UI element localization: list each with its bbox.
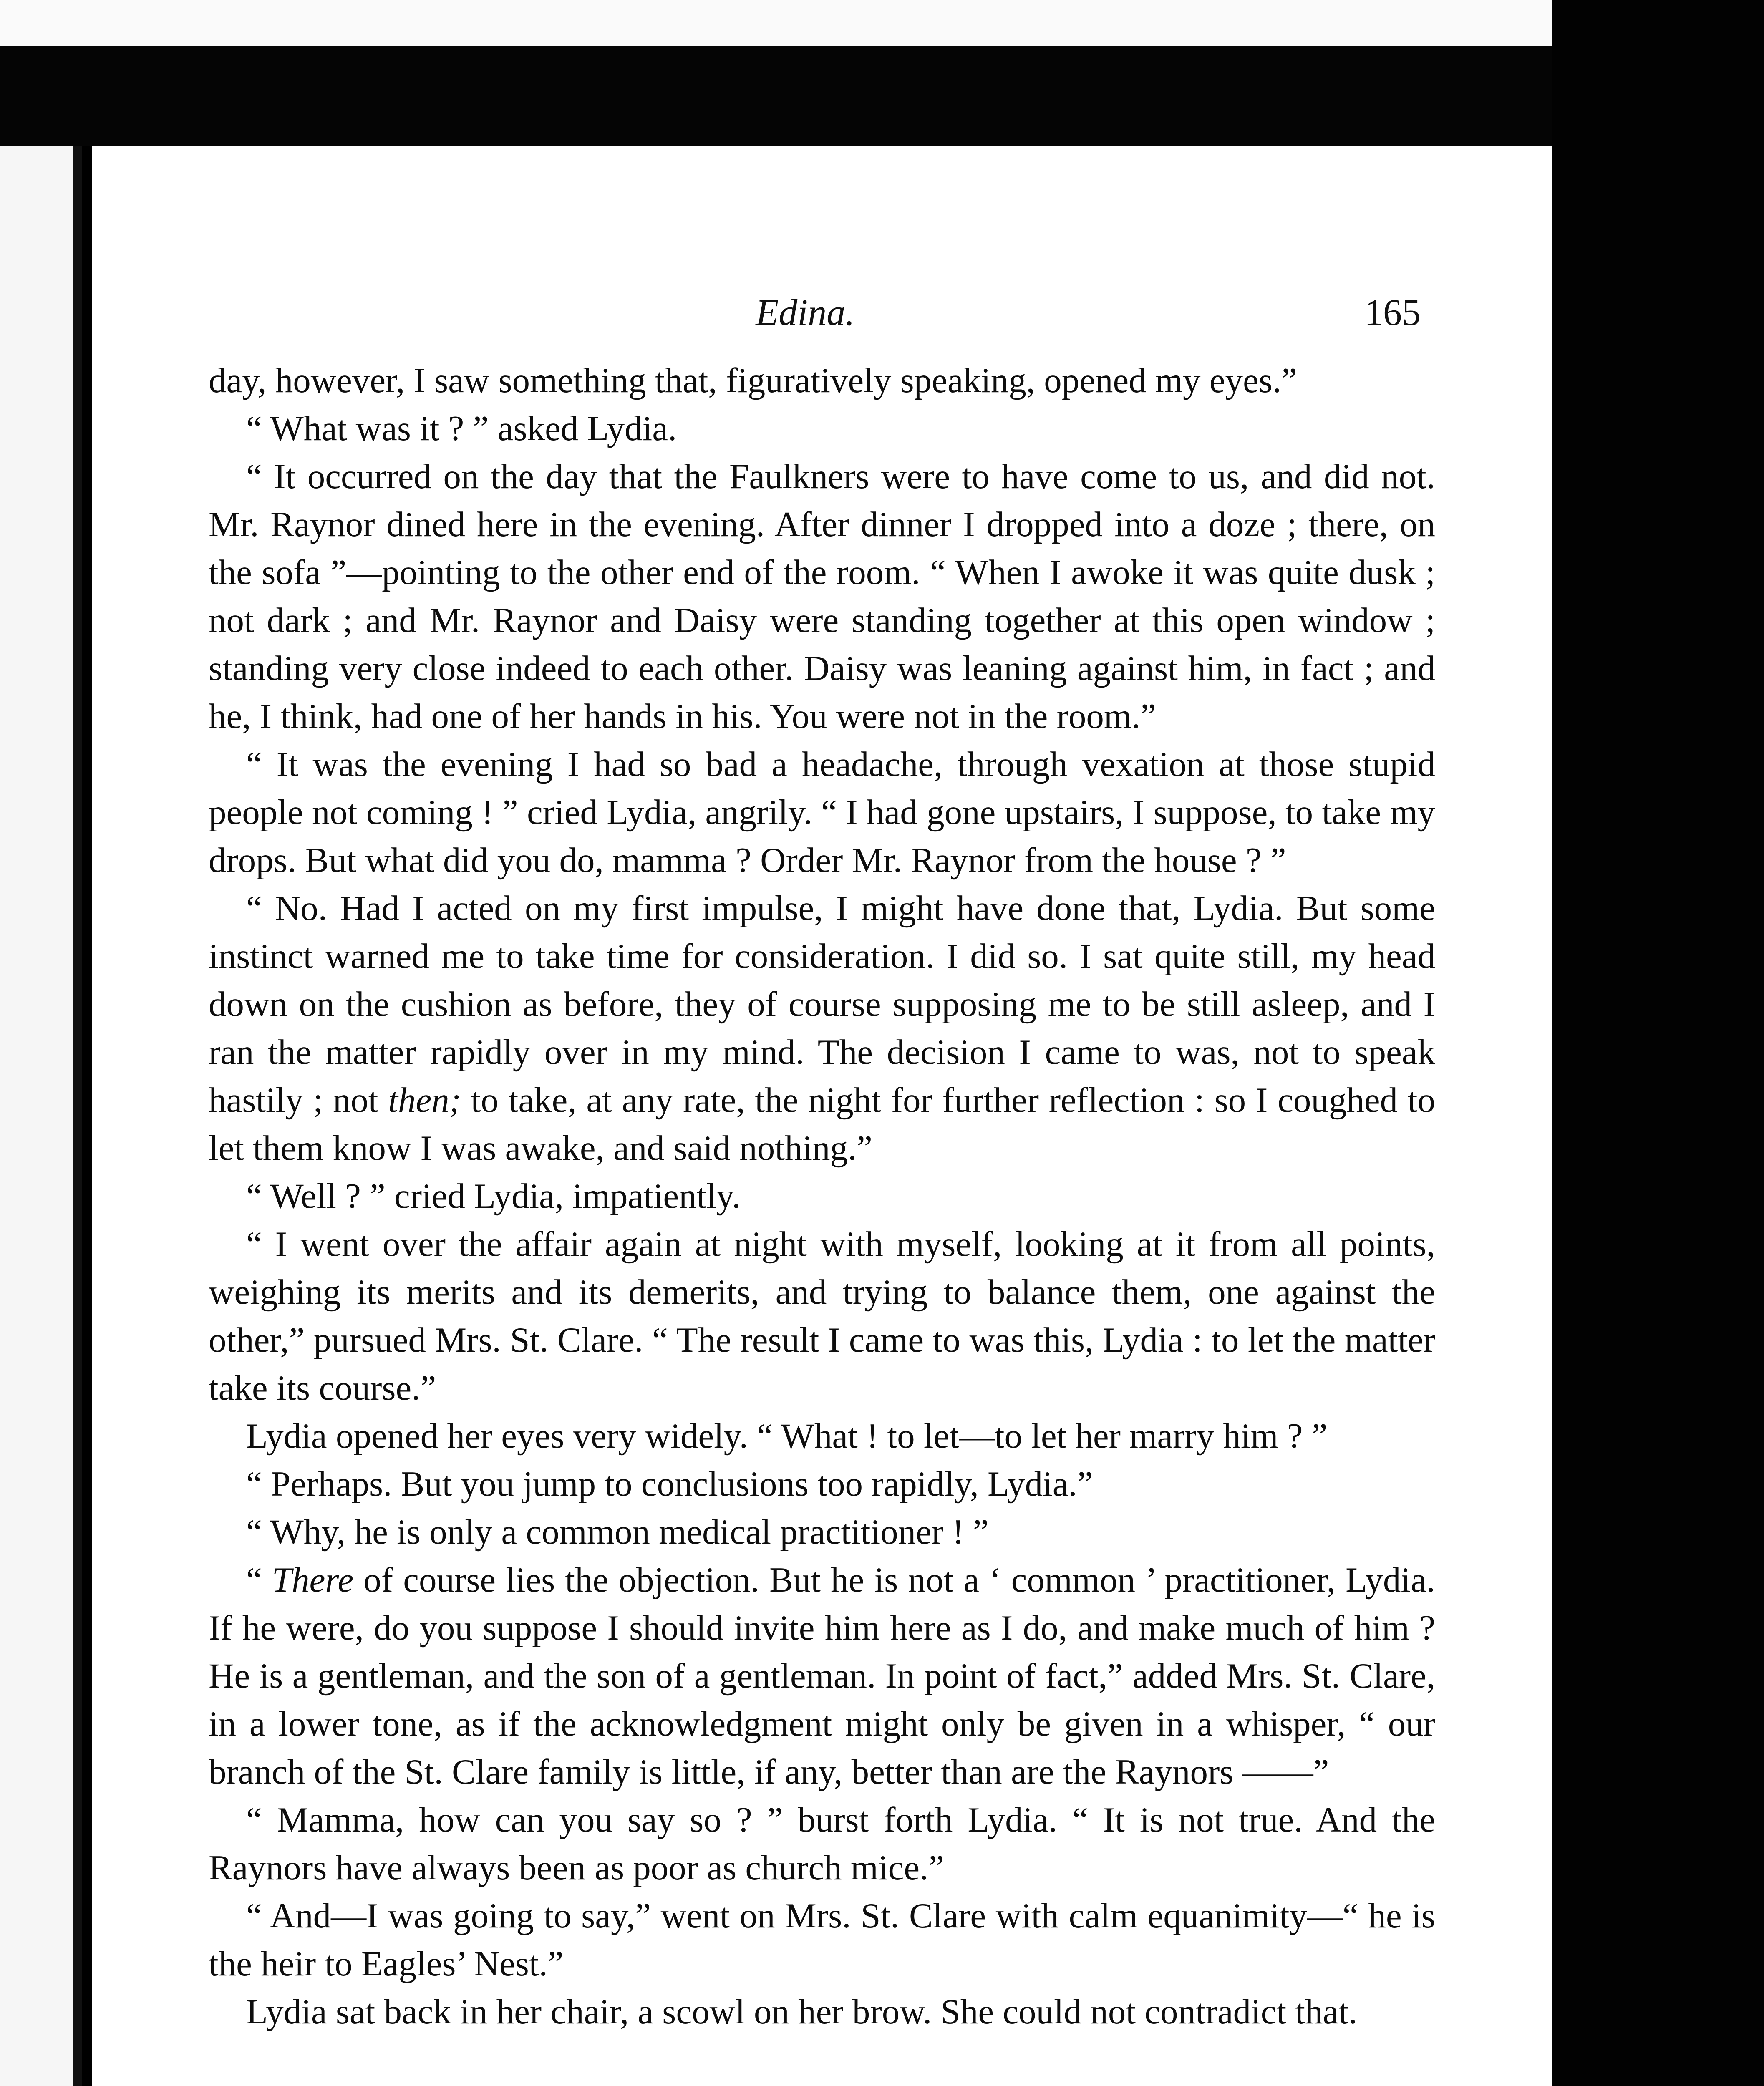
text-run: of course lies the objection. But he is not a ‘ common ’ practitioner, Lydia. If he were, do you suppose I should invite him here as I do, and make much of him ? He is a gentleman, and the son of a gentleman. In point of fact,” added Mrs. St. Clare, in a lower tone, as if the acknowledgment might only be given in a whisper, “ our branch of the St. Clare family is little, if any, better than are the Raynors ——” <box>209 1560 1435 1791</box>
paragraph: Lydia opened her eyes very widely. “ What ! to let—to let her marry him ? ” <box>246 1416 1328 1456</box>
paragraph: “ Well ? ” cried Lydia, impatiently. <box>246 1177 741 1216</box>
paragraph <box>209 884 1435 1172</box>
paragraph: “ Why, he is only a common medical practitioner ! ” <box>246 1512 989 1552</box>
page-body-text <box>209 357 1435 2036</box>
running-title: Edina. <box>756 292 855 333</box>
scan-top-margin <box>0 0 1569 46</box>
paragraph: “ Perhaps. But you jump to conclusions too rapidly, Lydia.” <box>246 1464 1093 1504</box>
paragraph: Lydia sat back in her chair, a scowl on her brow. She could not contradict that. <box>246 1992 1358 2031</box>
paragraph: “ What was it ? ” asked Lydia. <box>246 409 677 448</box>
text-run: “ No. Had I acted on my first impulse, I might have done that, Lydia. But some instinct warned me to take time for consideration. I did so. I sat quite still, my head down on the cushion as before, they of course supposing me to be still asleep, and I ran the matter rapidly over in my mind. The decision I came to was, not to speak hastily ; not <box>209 889 1435 1120</box>
text-run: “ <box>246 1560 272 1600</box>
facing-page-edge <box>0 146 73 2086</box>
page-gutter-shadow <box>73 146 82 2086</box>
paragraph: “ It occurred on the day that the Faulkners were to have come to us, and did not. Mr. Raynor dined here in the evening. After dinner I dropped into a doze ; there, on the sofa ”—pointing to the other end of the room. “ When I awoke it was quite dusk ; not dark ; and Mr. Raynor and Daisy were standing together at this open window ; standing very close indeed to each other. Daisy was leaning against him, in fact ; and he, I think, had one of her hands in his. You were not in the room.” <box>209 457 1435 736</box>
italic-text: There <box>272 1560 354 1600</box>
paragraph: “ It was the evening I had so bad a headache, through vexation at those stupid people not coming ! ” cried Lydia, angrily. “ I had gone upstairs, I suppose, to take my drops. But what did you do, mamma ? Order Mr. Raynor from the house ? ” <box>209 745 1435 880</box>
paragraph <box>209 1556 1435 1796</box>
page-number: 165 <box>1364 292 1421 333</box>
paragraph: day, however, I saw something that, figuratively speaking, opened my eyes.” <box>209 361 1297 400</box>
paragraph: “ And—I was going to say,” went on Mrs. St. Clare with calm equanimity—“ he is the heir to Eagles’ Nest.” <box>209 1896 1435 1983</box>
text-run: to take, at any rate, the night for further reflection : so I coughed to let them know I was awake, and said nothing.” <box>209 1081 1435 1168</box>
italic-text: then; <box>388 1081 461 1120</box>
scan-top-border <box>0 46 1764 146</box>
paragraph: “ Mamma, how can you say so ? ” burst forth Lydia. “ It is not true. And the Raynors have always been as poor as church mice.” <box>209 1800 1435 1887</box>
paragraph: “ I went over the affair again at night with myself, looking at it from all points, weighing its merits and its demerits, and trying to balance them, one against the other,” pursued Mrs. St. Clare. “ The result I came to was this, Lydia : to let the matter take its course.” <box>209 1224 1435 1408</box>
scan-right-border <box>1552 0 1764 2086</box>
